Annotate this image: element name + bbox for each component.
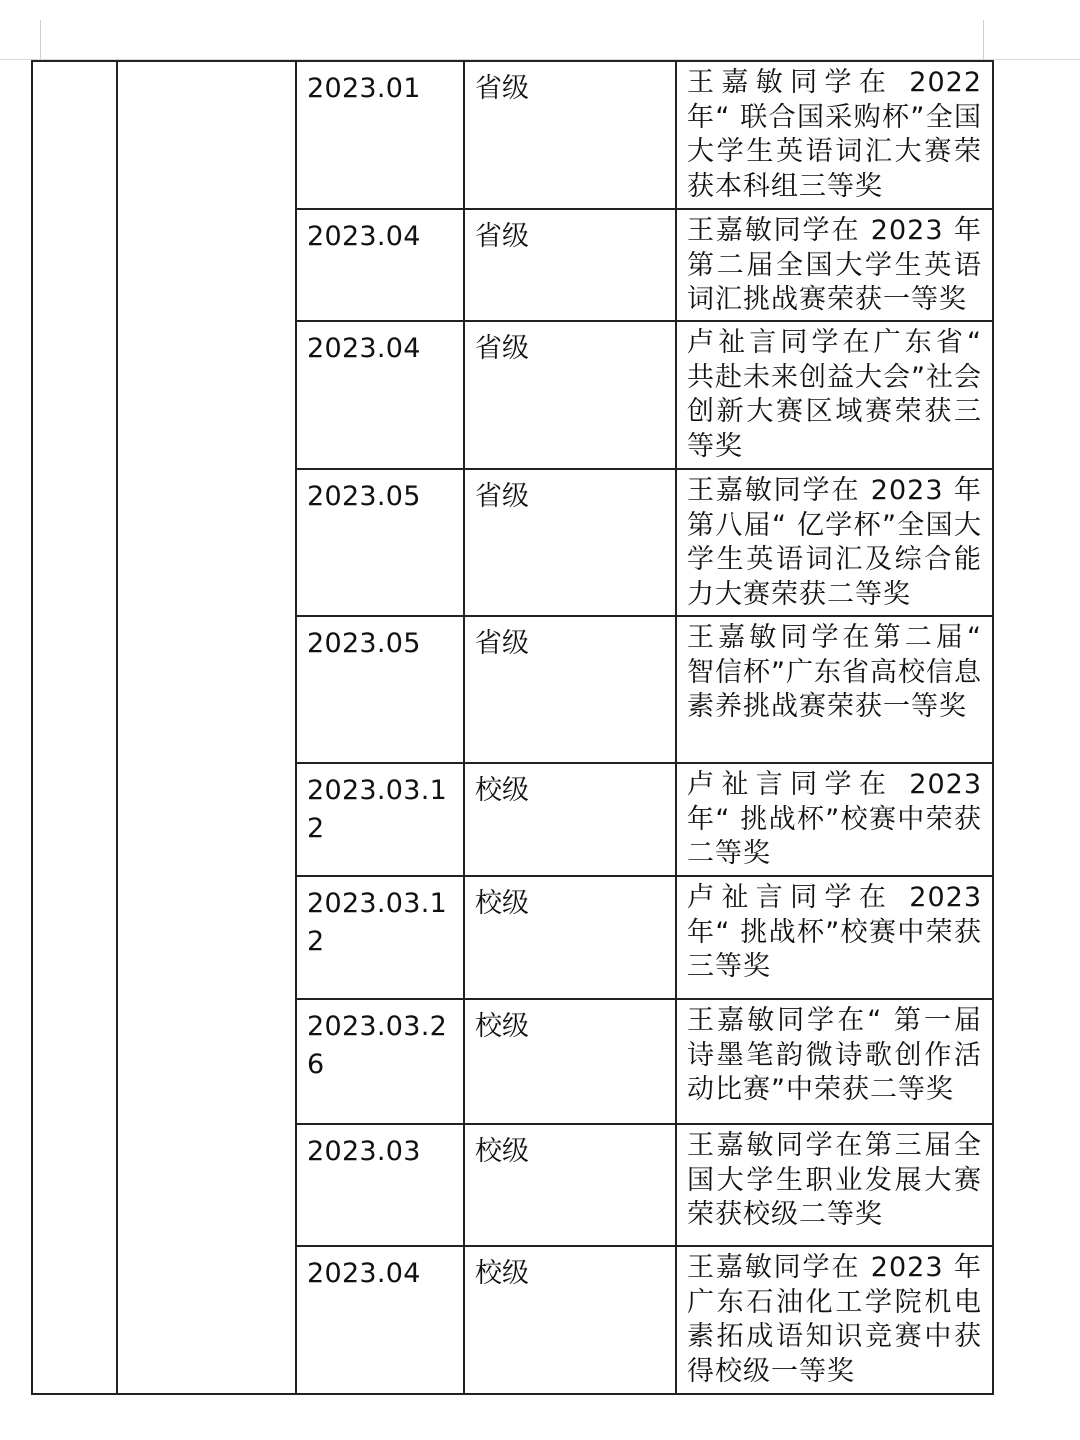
level-text: 校级 (475, 775, 529, 806)
date-text: 2023.03.12 (307, 775, 448, 844)
award-description: 王嘉敏同学在“ 第一届诗墨笔韵微诗歌创作活动比赛”中荣获二等奖 (687, 1005, 982, 1105)
description-cell (676, 1124, 993, 1246)
level-cell (464, 876, 676, 999)
date-cell (296, 763, 464, 876)
award-description: 卢祉言同学在 2023 年“ 挑战杯”校赛中荣获三等奖 (687, 882, 982, 982)
description-cell (676, 763, 993, 876)
merged-empty-cell-1 (32, 61, 117, 1394)
award-description: 王嘉敏同学在 2022 年“ 联合国采购杯”全国大学生英语词汇大赛荣获本科组三等奖 (687, 67, 982, 202)
date-text: 2023.03.26 (307, 1011, 448, 1080)
description-cell (676, 209, 993, 321)
award-description: 卢祉言同学在 2023 年“ 挑战杯”校赛中荣获二等奖 (687, 769, 982, 869)
level-cell (464, 616, 676, 763)
date-cell (296, 999, 464, 1124)
description-cell (676, 999, 993, 1124)
level-text: 校级 (475, 1011, 529, 1042)
date-text: 2023.04 (307, 221, 421, 252)
date-cell (296, 876, 464, 999)
level-text: 省级 (475, 73, 529, 104)
award-description: 王嘉敏同学在 2023 年广东石油化工学院机电素拓成语知识竞赛中获得校级一等奖 (687, 1252, 982, 1387)
level-text: 校级 (475, 1258, 529, 1289)
date-cell (296, 469, 464, 616)
date-cell (296, 1124, 464, 1246)
merged-empty-cell-2 (117, 61, 296, 1394)
level-text: 省级 (475, 221, 529, 252)
level-text: 省级 (475, 481, 529, 512)
level-cell (464, 763, 676, 876)
description-cell (676, 616, 993, 763)
award-description: 王嘉敏同学在 2023 年第二届全国大学生英语词汇挑战赛荣获一等奖 (687, 215, 982, 315)
date-text: 2023.03 (307, 1136, 421, 1167)
level-text: 省级 (475, 333, 529, 364)
date-cell (296, 209, 464, 321)
date-text: 2023.04 (307, 1258, 421, 1289)
level-text: 校级 (475, 1136, 529, 1167)
date-text: 2023.04 (307, 333, 421, 364)
level-cell (464, 1124, 676, 1246)
awards-table (31, 60, 994, 1395)
description-cell (676, 1246, 993, 1394)
date-cell (296, 321, 464, 469)
award-description: 王嘉敏同学在第三届全国大学生职业发展大赛荣获校级二等奖 (687, 1130, 982, 1230)
page-corner-mark-left (40, 20, 41, 60)
level-cell (464, 321, 676, 469)
level-text: 省级 (475, 628, 529, 659)
date-cell (296, 616, 464, 763)
date-text: 2023.05 (307, 481, 421, 512)
description-cell (676, 876, 993, 999)
date-text: 2023.05 (307, 628, 421, 659)
award-description: 卢祉言同学在广东省“ 共赴未来创益大会”社会创新大赛区域赛荣获三等奖 (687, 327, 982, 462)
date-text: 2023.03.12 (307, 888, 448, 957)
level-cell (464, 469, 676, 616)
level-cell (464, 209, 676, 321)
description-cell (676, 321, 993, 469)
award-description: 王嘉敏同学在 2023 年第八届“ 亿学杯”全国大学生英语词汇及综合能力大赛荣获二等奖 (687, 475, 982, 610)
page-corner-mark-right (983, 20, 984, 60)
date-cell (296, 61, 464, 209)
description-cell (676, 469, 993, 616)
table-row (32, 61, 993, 209)
date-text: 2023.01 (307, 73, 421, 104)
level-cell (464, 61, 676, 209)
award-description: 王嘉敏同学在第二届“ 智信杯”广东省高校信息素养挑战赛荣获一等奖 (687, 622, 982, 722)
level-cell (464, 999, 676, 1124)
description-cell (676, 61, 993, 209)
level-text: 校级 (475, 888, 529, 919)
level-cell (464, 1246, 676, 1394)
date-cell (296, 1246, 464, 1394)
